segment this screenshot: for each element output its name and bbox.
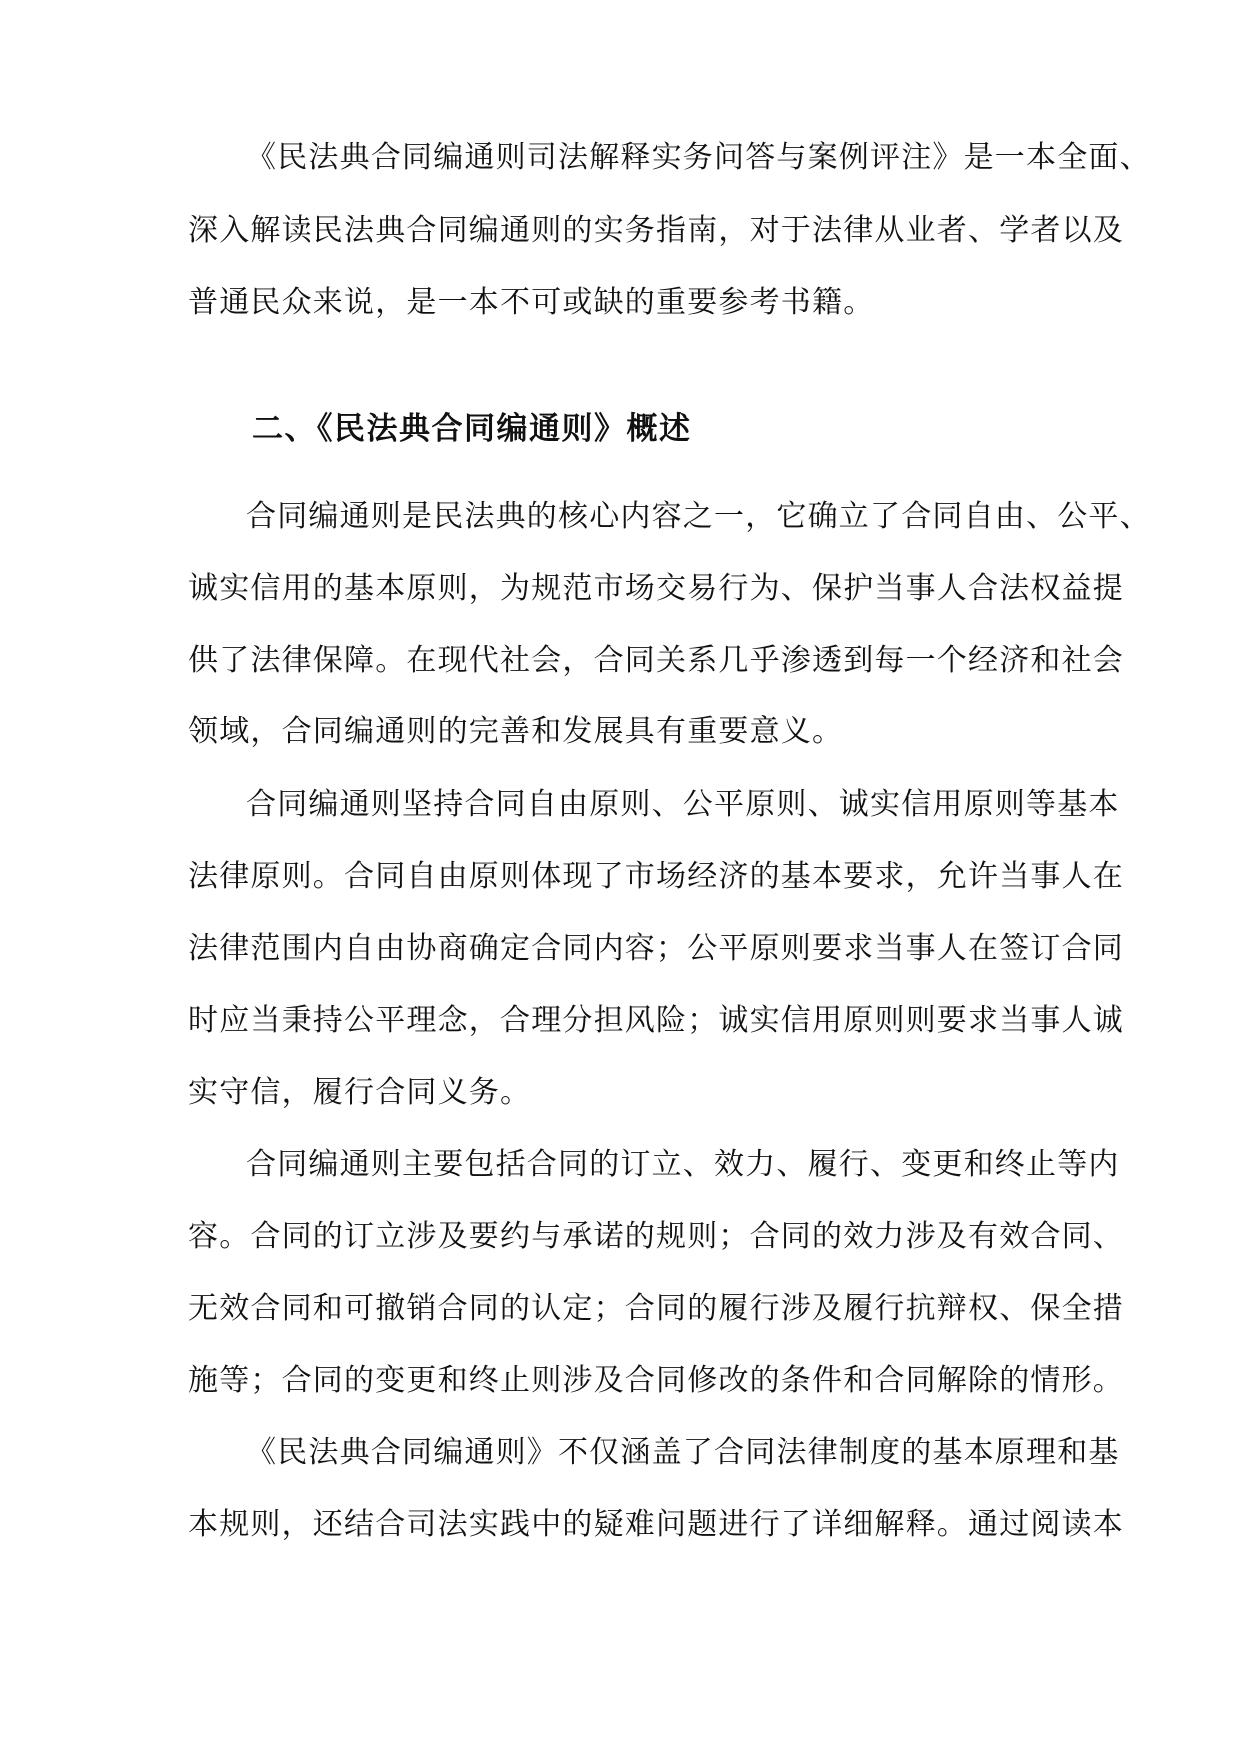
paragraph-3-line-1: 合同编通则主要包括合同的订立、效力、履行、变更和终止等内: [246, 1147, 1120, 1182]
paragraph-3-line-4: 施等；合同的变更和终止则涉及合同修改的条件和合同解除的情形。: [188, 1363, 1124, 1398]
paragraph-2-line-5: 实守信，履行合同义务。: [188, 1075, 532, 1110]
paragraph-3-line-3: 无效合同和可撤销合同的认定；合同的履行涉及履行抗辩权、保全措: [188, 1291, 1124, 1326]
paragraph-2-line-4: 时应当秉持公平理念，合理分担风险；诚实信用原则则要求当事人诚: [188, 1003, 1124, 1038]
paragraph-2-line-3: 法律范围内自由协商确定合同内容；公平原则要求当事人在签订合同: [188, 931, 1124, 966]
paragraph-1-line-4: 领域，合同编通则的完善和发展具有重要意义。: [188, 714, 844, 749]
paragraph-2-line-2: 法律原则。合同自由原则体现了市场经济的基本要求，允许当事人在: [188, 859, 1124, 894]
paragraph-1-line-2: 诚实信用的基本原则，为规范市场交易行为、保护当事人合法权益提: [188, 571, 1124, 606]
paragraph-3-line-2: 容。合同的订立涉及要约与承诺的规则；合同的效力涉及有效合同、: [188, 1219, 1124, 1254]
paragraph-4-line-2: 本规则，还结合司法实践中的疑难问题进行了详细解释。通过阅读本: [188, 1507, 1124, 1542]
paragraph-1-line-3: 供了法律保障。在现代社会，合同关系几乎渗透到每一个经济和社会: [188, 643, 1124, 678]
paragraph-1-line-1: 合同编通则是民法典的核心内容之一，它确立了合同自由、公平、: [246, 499, 1151, 534]
intro-line-2: 深入解读民法典合同编通则的实务指南，对于法律从业者、学者以及: [188, 213, 1124, 248]
section-heading: 二、《民法典合同编通则》概述: [252, 411, 692, 447]
intro-line-3: 普通民众来说，是一本不可或缺的重要参考书籍。: [188, 285, 875, 320]
intro-line-1: 《民法典合同编通则司法解释实务问答与案例评注》是一本全面、: [246, 140, 1151, 175]
paragraph-4-line-1: 《民法典合同编通则》不仅涵盖了合同法律制度的基本原理和基: [246, 1435, 1120, 1470]
paragraph-2-line-1: 合同编通则坚持合同自由原则、公平原则、诚实信用原则等基本: [246, 787, 1120, 822]
